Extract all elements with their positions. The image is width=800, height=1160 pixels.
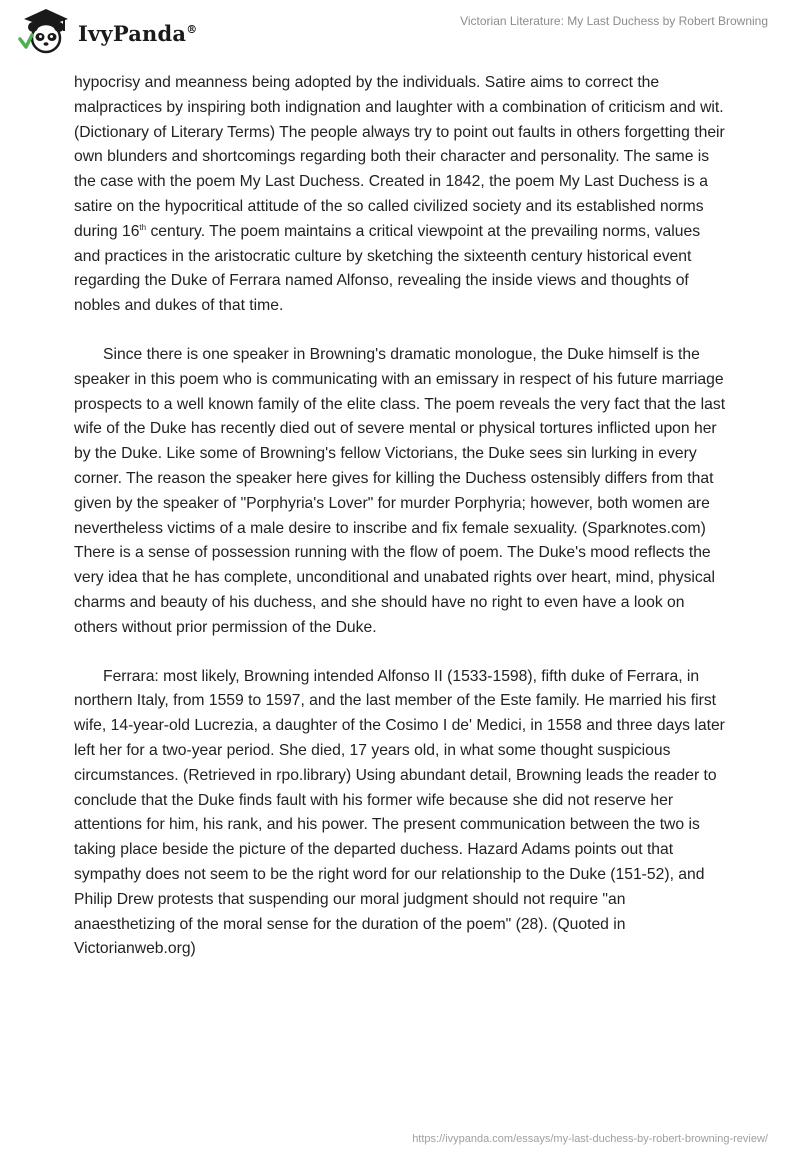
page-header [0,0,800,70]
paragraph-1-text-a: hypocrisy and meanness being adopted by the individuals. Satire aims to correct the malpractices by inspiring both indignation and laughter with a combination of criticism and wit. (Dictionary of Literary Terms) The people always try to point out faults in others forgetting their own blunders and shortcomings regarding both their character and personality. The same is the case with the poem My Last Duchess. Created in 1842, the poem My Last Duchess is a satire on the hypocritical attitude of the so called civilized society and its established norms during 16 [74,74,725,240]
panda-graduate-logo-icon [16,5,72,62]
paragraph-3: Ferrara: most likely, Browning intended Alfonso II (1533-1598), fifth duke of Ferrara, in northern Italy, from 1559 to 1597, and the last member of the Este family. He married his first wife, 14-year-old Lucrezia, a daughter of the Cosimo I de' Medici, in 1558 and three days later left her for a two-year period. She died, 17 years old, in what some thought suspicious circumstances. (Retrieved in rpo.library) Using abundant detail, Browning leads the reader to conclude that the Duke finds fault with his former wife because she did not reserve her attentions for him, his rank, and his power. The present communication between the two is taking place beside the picture of the departed duchess. Hazard Adams points out that sympathy does not seem to be the right word for our relationship to the Duke (151-52), and Philip Drew protests that suspending our moral judgment should not require "an anaesthetizing of the moral sense for the duration of the poem" (28). (Quoted in Victorianweb.org) [74,667,725,958]
essay-body [74,71,728,986]
brand-name: IvyPanda® [78,20,198,46]
paragraph-2: Since there is one speaker in Browning's dramatic monologue, the Duke himself is the speaker in this poem who is communicating with an emissary in respect of his future marriage prospects to a well known family of the elite class. The poem reveals the very fact that the last wife of the Duke has recently died out of severe mental or physical tortures inflicted upon her by the Duke. Like some of Browning's fellow Victorians, the Duke sees sin lurking in every corner. The reason the speaker here gives for killing the Duchess ostensibly differs from that given by the speaker of "Porphyria's Lover" for murder Porphyria; however, both women are nevertheless victims of a male desire to inscribe and fix female sexuality. (Sparknotes.com) There is a sense of possession running with the flow of poem. The Duke's mood reflects the very idea that he has complete, unconditional and unabated rights over heart, mind, physical charms and beauty of his duchess, and she should have no right to even have a look on others without prior permission of the Duke. [74,345,726,636]
ivypanda-logo[interactable] [16,8,197,58]
ordinal-suffix: th [139,222,147,232]
paragraph-1 [74,71,728,319]
registered-mark: ® [186,22,198,36]
source-url[interactable]: https://ivypanda.com/essays/my-last-duchess-by-robert-browning-review/ [412,1133,768,1145]
document-title: Victorian Literature: My Last Duchess by Robert Browning [460,14,768,28]
paragraph-1-text-b: century. The poem maintains a critical viewpoint at the prevailing norms, values and practices in the aristocratic culture by sketching the sixteenth century historical event regarding the Duke of Ferrara named Alfonso, revealing the inside views and thoughts of nobles and dukes of that time. [74,222,701,315]
